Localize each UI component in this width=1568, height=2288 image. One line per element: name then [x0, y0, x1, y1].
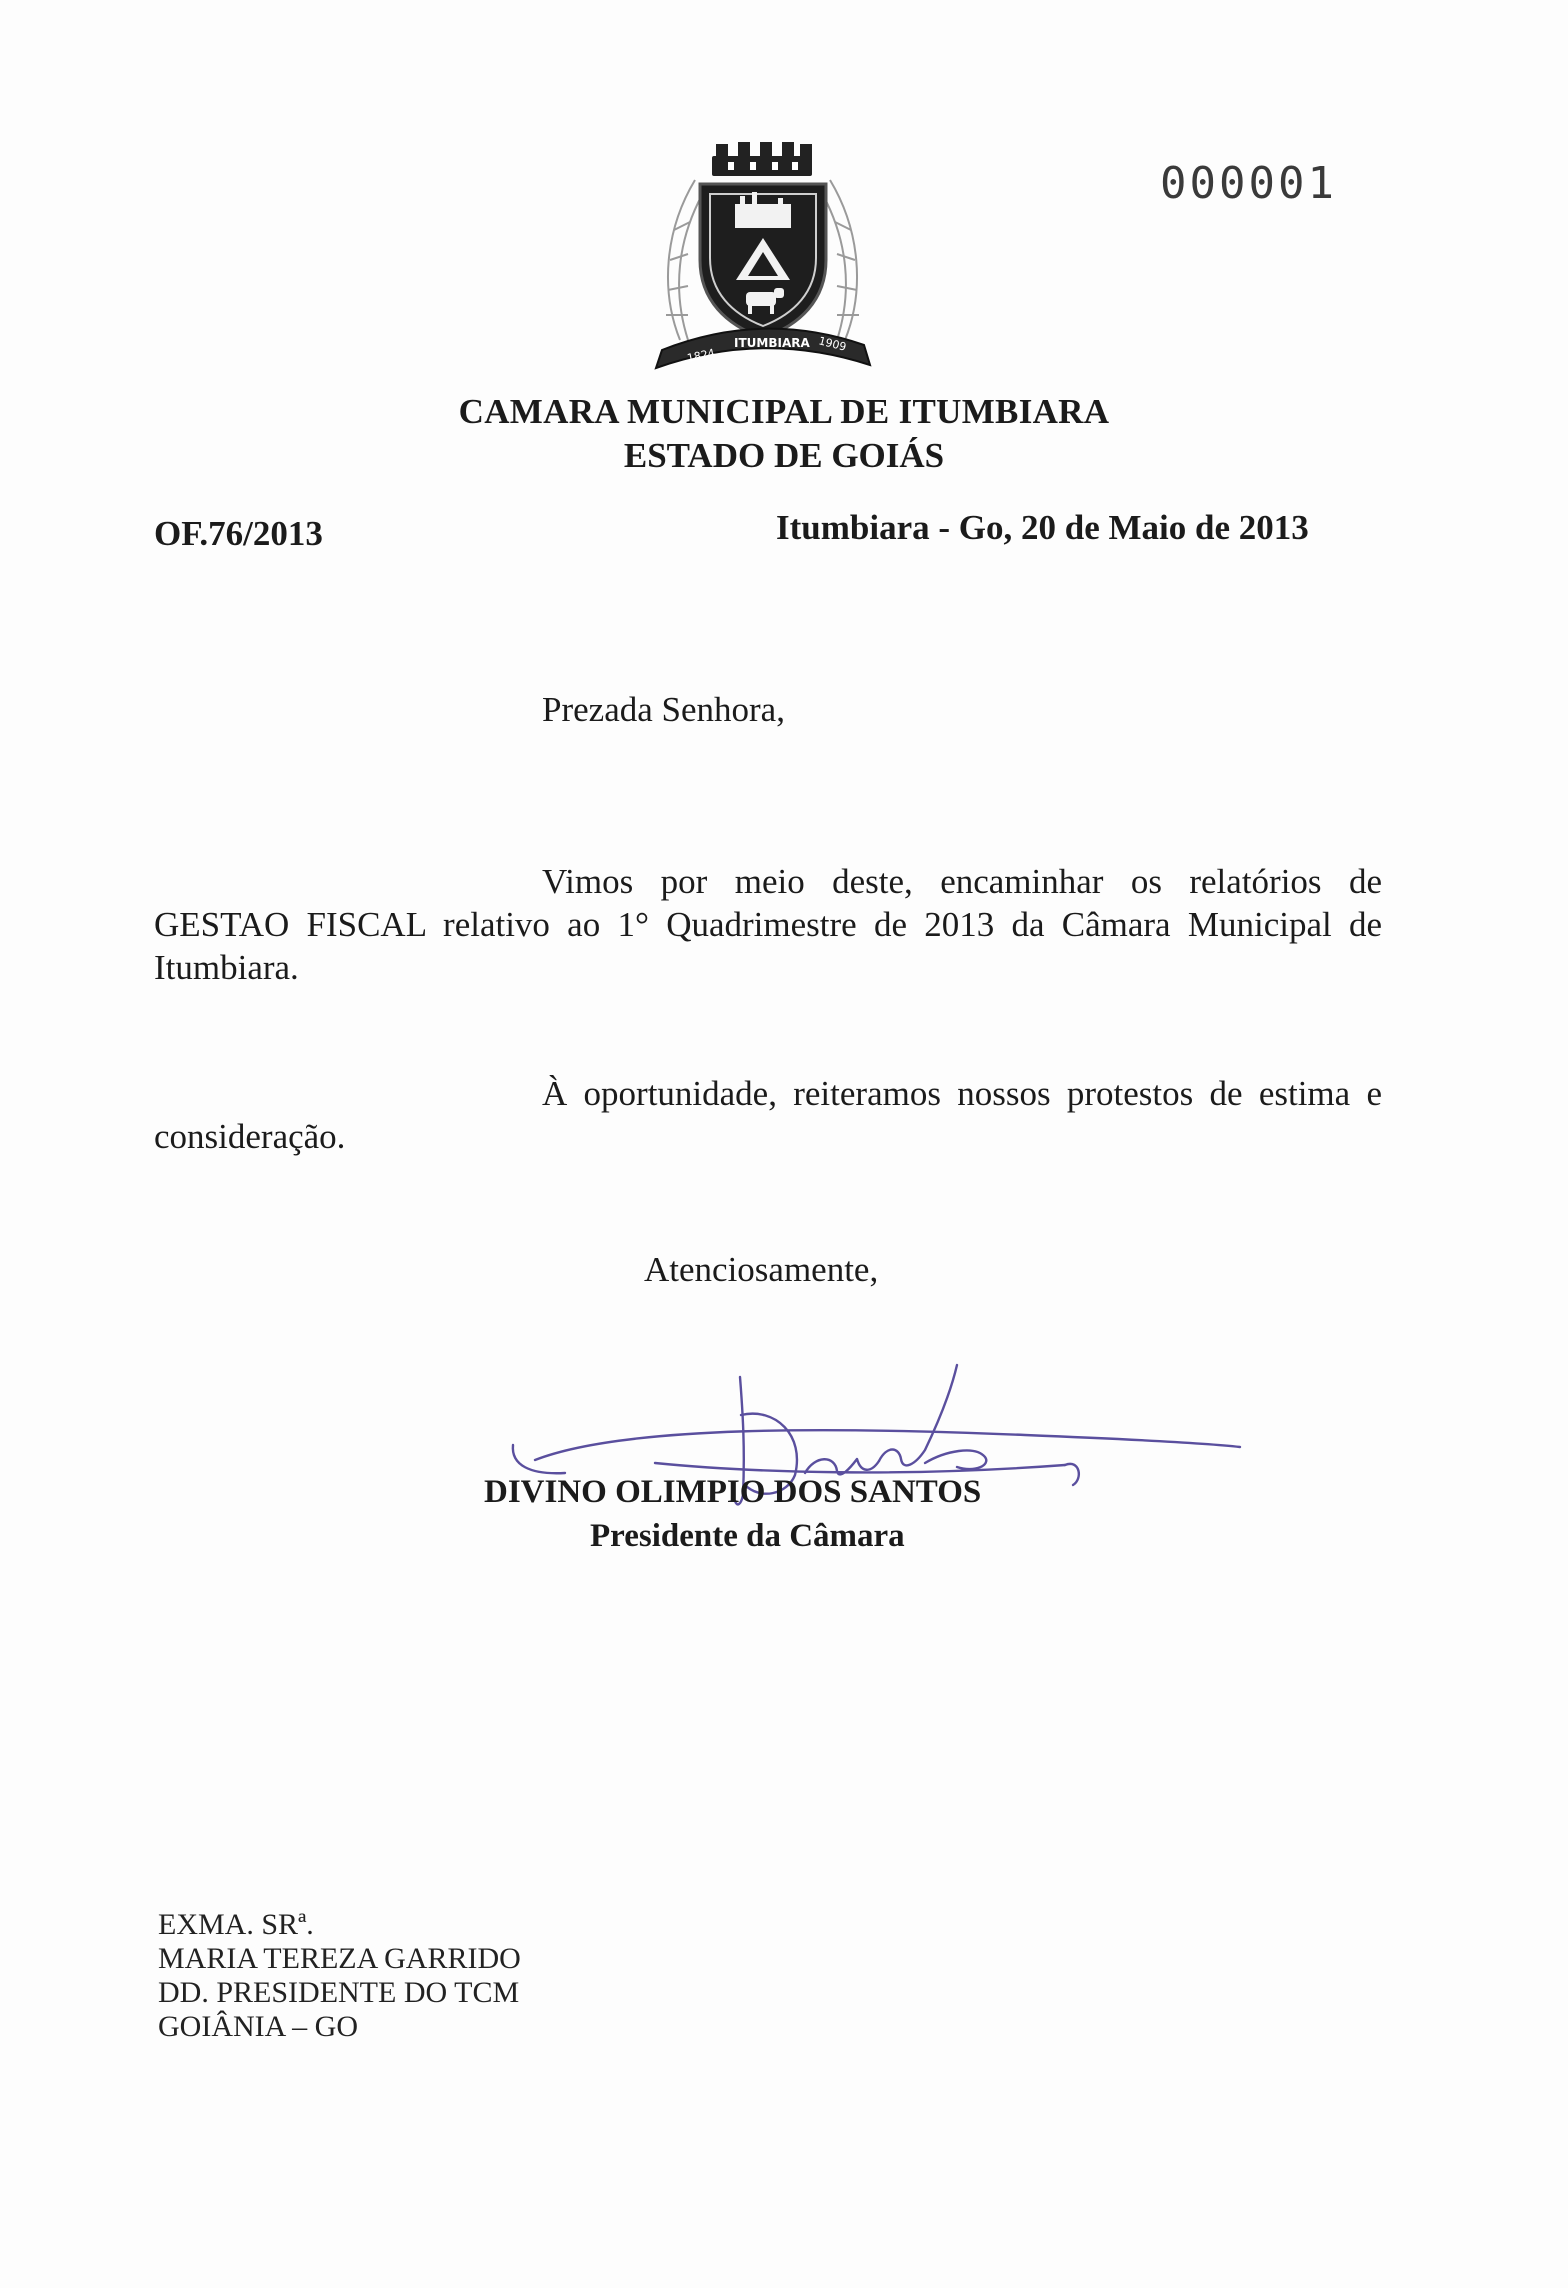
- coat-of-arms-icon: [640, 140, 885, 375]
- recipient-line-1: EXMA. SRª.: [158, 1908, 314, 1941]
- recipient-block: [158, 1908, 521, 2044]
- coat-year-left: 1824: [685, 346, 717, 365]
- signer-title: Presidente da Câmara: [590, 1518, 905, 1554]
- body-paragraph-2: À oportunidade, reiteramos nossos protestos de estima e consideração.: [154, 1074, 1382, 1156]
- recipient-line-2: MARIA TEREZA GARRIDO: [158, 1942, 521, 1975]
- organization-name: CAMARA MUNICIPAL DE ITUMBIARA: [458, 392, 1110, 431]
- recipient-line-3: DD. PRESIDENTE DO TCM: [158, 1976, 520, 2009]
- place-date: Itumbiara - Go, 20 de Maio de 2013: [776, 508, 1309, 547]
- coat-year-right: 1909: [817, 334, 848, 354]
- signer-name: DIVINO OLIMPIO DOS SANTOS: [484, 1474, 982, 1510]
- body-paragraph-1: Vimos por meio deste, encaminhar os relatórios de GESTAO FISCAL relativo ao 1° Quadrimestre de 2013 da Câmara Municipal de Itumbiara.: [154, 862, 1382, 987]
- closing: Atenciosamente,: [644, 1250, 879, 1289]
- office-number: OF.76/2013: [154, 514, 323, 553]
- stamp-number: 000001: [1160, 158, 1337, 209]
- organization-state: ESTADO DE GOIÁS: [623, 436, 945, 475]
- salutation: Prezada Senhora,: [542, 690, 785, 729]
- coat-ribbon-text: ITUMBIARA: [734, 336, 810, 350]
- recipient-line-4: GOIÂNIA – GO: [158, 2010, 358, 2043]
